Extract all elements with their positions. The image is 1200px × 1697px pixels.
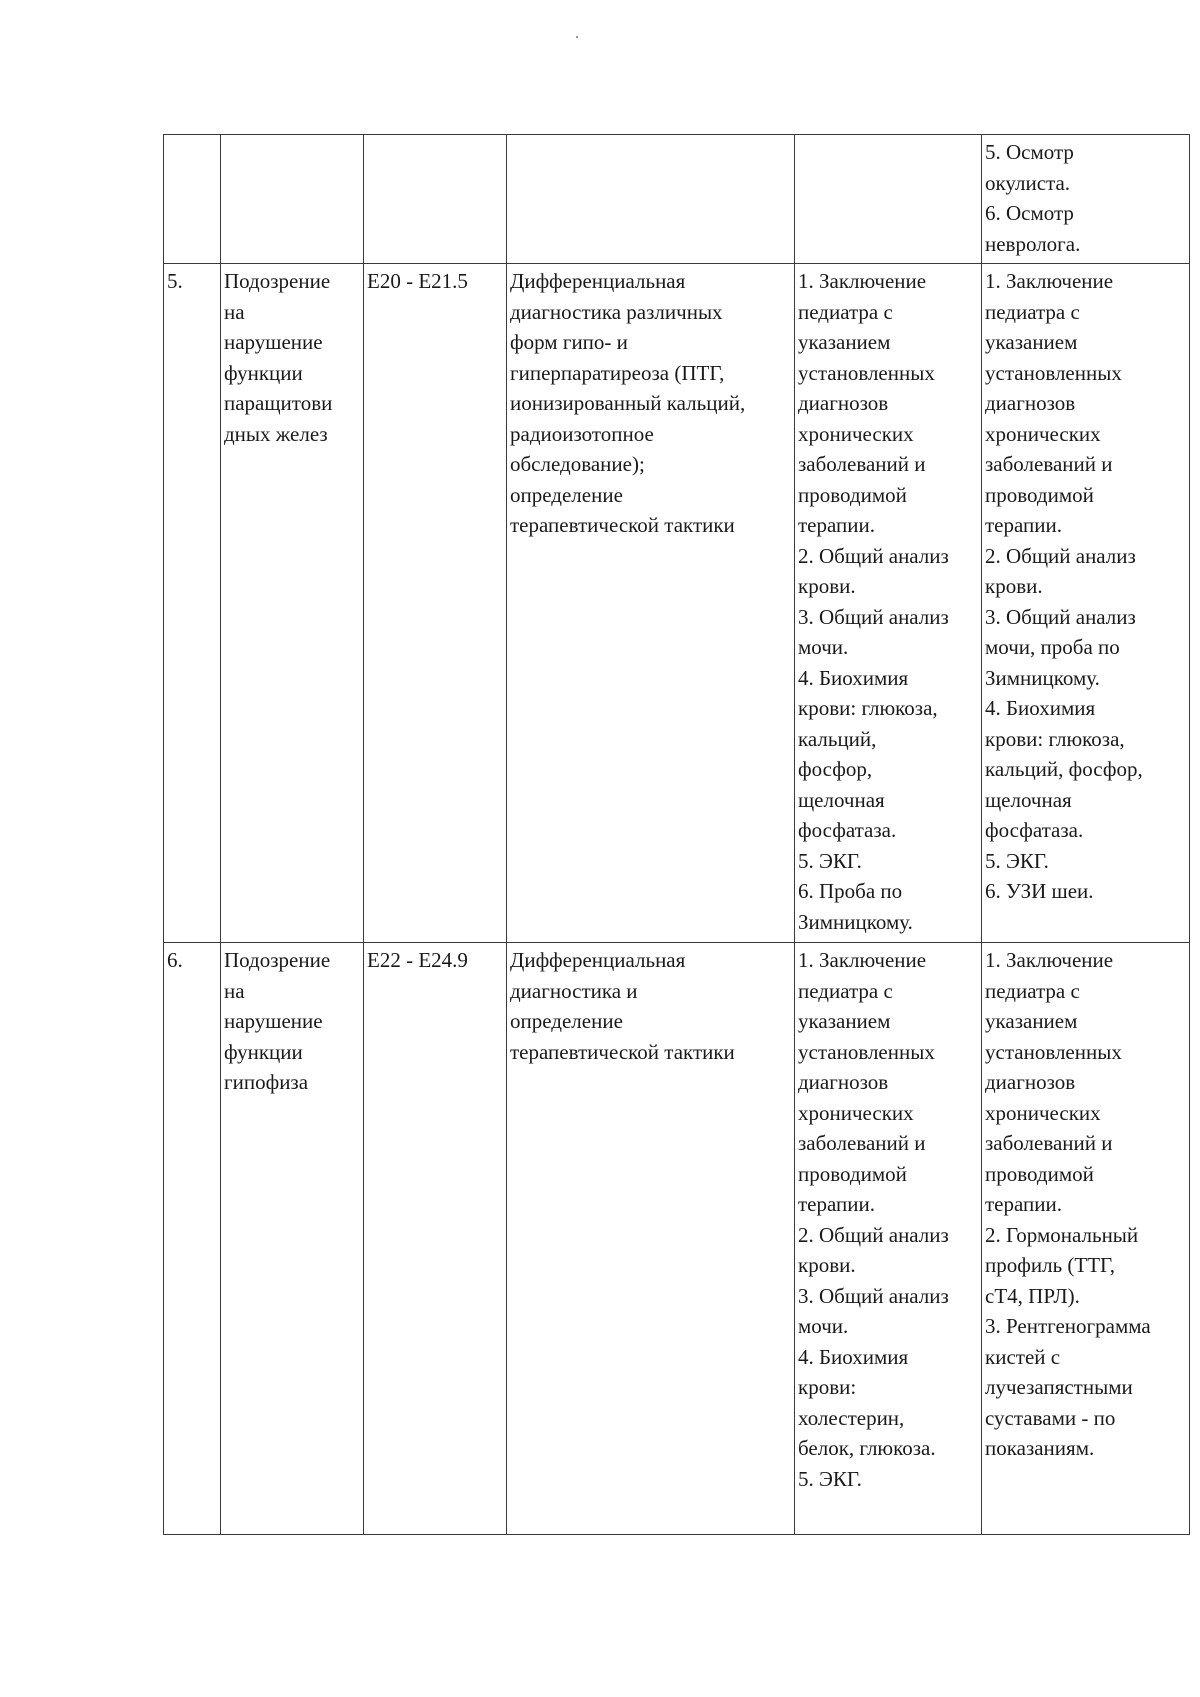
cell-line: щелочная [985,787,1072,812]
cell-line: гиперпаратиреоза (ПТГ, [510,360,725,385]
cell-line: терапевтической тактики [510,1039,735,1064]
cell-line: фосфатаза. [798,818,897,842]
cell-line: установленных [798,360,935,385]
cell-line: крови: глюкоза, [798,696,938,720]
cell-line: 4. Биохимия [985,696,1096,720]
cell-line: паращитови [224,391,333,415]
cell-line: проводимой [798,482,907,507]
row-number: 6. [164,943,221,1535]
exam-after-cell [982,943,1190,1535]
cell-line: на [224,978,245,1003]
referral-table [163,134,1190,1535]
cell-line: 2. Общий анализ [798,1222,949,1247]
cell-line: профиль (ТТГ, [985,1253,1116,1277]
goal-cell [507,943,795,1535]
cell-line: функции [224,1039,303,1064]
cell-line: хронических [985,1100,1101,1125]
cell-line: холестерин, [798,1405,905,1430]
cell-line: проводимой [985,482,1094,507]
cell-line: 5. ЭКГ. [798,848,862,873]
cell-line: диагнозов [985,1070,1076,1094]
cell-line: 4. Биохимия [798,1344,909,1369]
cell-line: Дифференциальная [510,269,686,293]
cell-line: 3. Общий анализ [798,604,949,629]
icd-codes-cell [364,135,507,264]
cell-line: дных желез [224,421,328,446]
cell-line: указанием [798,1009,891,1033]
cell-line: Подозрение [224,948,331,972]
cell-line: заболеваний и [985,1131,1113,1155]
cell-line: белок, глюкоза. [798,1436,936,1460]
cell-line: педиатра с [798,978,893,1003]
cell-line: радиоизотопное [510,421,654,446]
cell-line: диагнозов [798,391,889,415]
cell-line: крови. [985,574,1043,598]
cell-line: 1. Заключение [985,269,1114,293]
cell-line: 2. Гормональный [985,1222,1139,1247]
cell-line: крови. [798,574,856,598]
cell-line: 6. Проба по [798,879,903,903]
cell-line: 3. Общий анализ [985,604,1136,629]
scan-speck [576,36,578,38]
cell-line: терапии. [985,1192,1063,1216]
cell-line: хронических [985,421,1101,446]
cell-line: фосфатаза. [985,818,1084,842]
cell-line: указанием [985,1009,1078,1033]
cell-line: заболеваний и [985,452,1113,476]
cell-line: диагнозов [798,1070,889,1094]
cell-line: окулиста. [985,170,1071,195]
cell-line: крови: [798,1375,857,1399]
cell-line: определение [510,1009,623,1033]
condition-cell [221,943,364,1535]
cell-line: функции [224,360,303,385]
cell-line: Зимницкому. [798,909,913,934]
cell-line: заболеваний и [798,1131,926,1155]
cell-line: 5. ЭКГ. [798,1466,862,1491]
cell-line: диагностика и [510,978,638,1003]
condition-cell [221,135,364,264]
cell-line: невролога. [985,231,1081,256]
cell-line: 5. ЭКГ. [985,848,1049,873]
icd-codes-cell: E22 - E24.9 [364,943,507,1535]
cell-line: 2. Общий анализ [985,543,1136,568]
cell-line: 1. Заключение [798,269,927,293]
cell-line: на [224,299,245,324]
cell-line: 6. Осмотр [985,201,1074,225]
cell-line: обследование); [510,452,645,476]
cell-line: суставами - по [985,1405,1116,1430]
exam-after-cell [982,264,1190,943]
cell-line: 1. Заключение [985,948,1114,972]
cell-line: мочи, проба по [985,635,1120,659]
condition-cell [221,264,364,943]
table-row [164,943,1190,1535]
cell-line: фосфор, [798,757,873,781]
goal-cell [507,135,795,264]
cell-line: Дифференциальная [510,948,686,972]
cell-line: мочи. [798,1314,849,1338]
exam-before-cell [795,135,982,264]
icd-codes-cell: E20 - E21.5 [364,264,507,943]
cell-line: диагнозов [985,391,1076,415]
exam-after-cell [982,135,1190,264]
cell-line: щелочная [798,787,885,812]
cell-line: кистей с [985,1344,1061,1369]
cell-line: установленных [798,1039,935,1064]
cell-line: крови: глюкоза, [985,726,1125,751]
cell-line: терапии. [798,1192,876,1216]
row-number [164,135,221,264]
cell-line: указанием [798,330,891,354]
cell-line: Подозрение [224,269,331,293]
cell-line: гипофиза [224,1070,309,1094]
cell-line: 1. Заключение [798,948,927,972]
cell-line: терапевтической тактики [510,513,735,537]
cell-line: мочи. [798,635,849,659]
cell-line: форм гипо- и [510,330,628,354]
cell-line: заболеваний и [798,452,926,476]
cell-line: указанием [985,330,1078,354]
cell-line: 2. Общий анализ [798,543,949,568]
cell-line: педиатра с [985,299,1080,324]
exam-before-cell [795,264,982,943]
cell-line: определение [510,482,623,507]
cell-line: терапии. [985,513,1063,537]
cell-line: кальций, фосфор, [985,757,1143,781]
table-row [164,264,1190,943]
cell-line: проводимой [798,1161,907,1186]
cell-line: педиатра с [985,978,1080,1003]
cell-line: 3. Общий анализ [798,1283,949,1308]
table-row [164,135,1190,264]
cell-line: сТ4, ПРЛ). [985,1283,1080,1308]
cell-line: нарушение [224,1009,323,1033]
cell-line: 4. Биохимия [798,665,909,690]
cell-line: ионизированный кальций, [510,391,746,415]
cell-line: кальций, [798,726,877,751]
cell-line: проводимой [985,1161,1094,1186]
cell-line: лучезапястными [985,1375,1133,1399]
row-number: 5. [164,264,221,943]
cell-line: установленных [985,360,1122,385]
exam-before-cell [795,943,982,1535]
cell-line: показаниям. [985,1436,1095,1460]
cell-line: терапии. [798,513,876,537]
cell-line: педиатра с [798,299,893,324]
cell-line: хронических [798,1100,914,1125]
cell-line: 6. УЗИ шеи. [985,879,1094,903]
cell-line: хронических [798,421,914,446]
cell-line: 3. Рентгенограмма [985,1314,1151,1338]
cell-line: крови. [798,1253,856,1277]
cell-line: диагностика различных [510,299,723,324]
cell-line: Зимницкому. [985,665,1100,690]
cell-line: нарушение [224,330,323,354]
cell-line: 5. Осмотр [985,140,1074,164]
cell-line: установленных [985,1039,1122,1064]
goal-cell [507,264,795,943]
